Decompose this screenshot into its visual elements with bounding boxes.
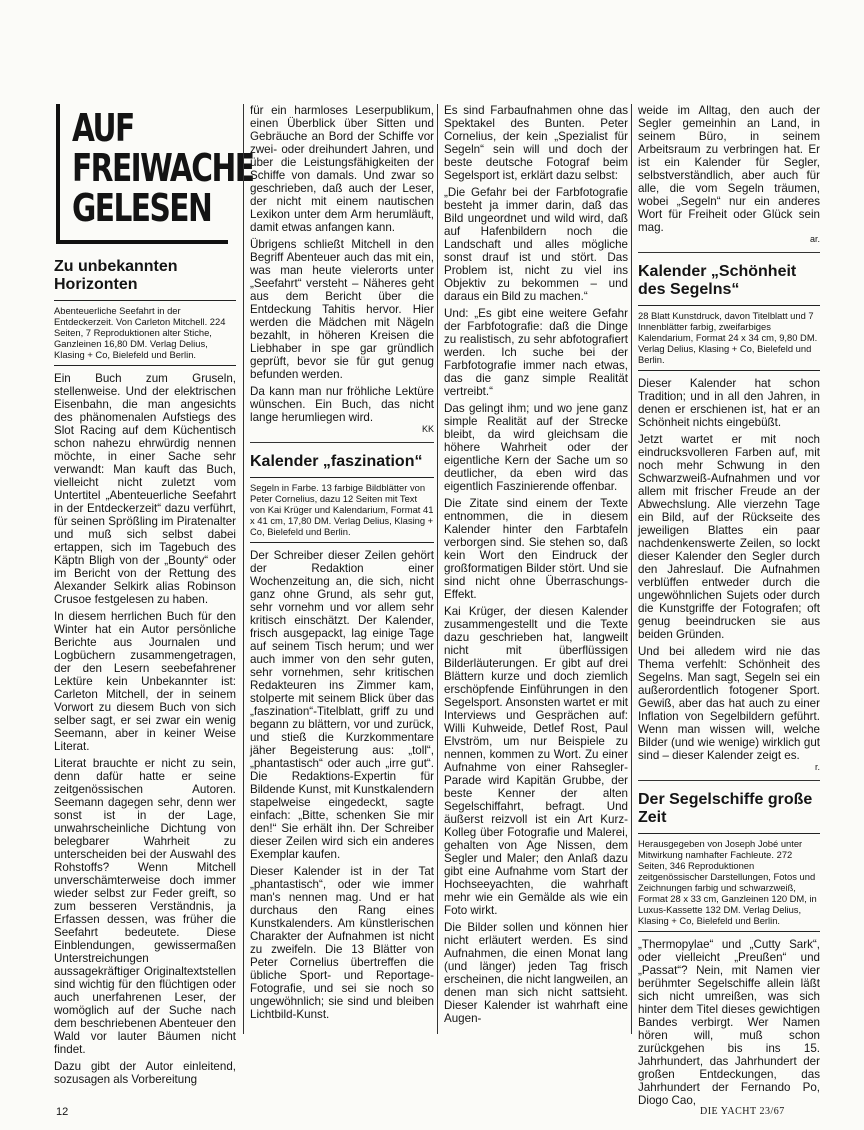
article-title: Kalender „faszination“ — [250, 453, 423, 470]
article-title: Der Segelschiffe große Zeit — [638, 791, 813, 826]
column-1 — [54, 258, 236, 1090]
column-divider — [437, 104, 438, 1034]
column-4 — [638, 104, 820, 1111]
author-signature: KK — [421, 424, 434, 434]
masthead-line: AUF — [72, 106, 134, 150]
paragraph: Ein Buch zum Gruseln, stellenweise. Und der elektrischen Eisenbahn, die man angesichts des phänomenalen Aufstiegs des Slot Racing auf dem Küchentisch schon nahezu ehrwürdig nennen möchte, in einer Sache sehr verwandt: Man kauft das Buch, vielleicht nicht zuletzt vom Untertitel „Abenteuerliche Seefahrt in der Entdeckerzeit“ dazu verführt, für seinen Sprößling im Piratenalter und muß sich selbst dabei ertappen, sich im Tagebuch des Käptn Bligh von der „Bounty“ oder im Bericht von der Rettung des Alexander Selkirk alias Robinson Crusoe festgelesen zu haben. — [54, 372, 236, 606]
paragraph: Dieser Kalender ist in der Tat „phantastisch“, oder wie immer man's nennen mag. Und er hat durchaus den Rang eines Kunstkalenders. Am künstlerischen Charakter der Aufnahmen ist nicht zu zweifeln. Die 13 Blätter von Peter Cornelius übertreffen die übliche Sport- und Reportage-Fotografie, und sei sie noch so ungewöhnlich; sie sind und bleiben Lichtbild-Kunst. — [250, 865, 434, 1021]
book-info: Abenteuerliche Seefahrt in der Entdeckerzeit. Von Carleton Mitchell. 224 Seiten, 7 Reproduktionen alter Stiche, Ganzleinen 16,80 DM. Verlag Delius, Klasing + Co, Bielefeld und Berlin. — [54, 300, 236, 366]
product-info: Segeln in Farbe. 13 farbige Bildblätter von Peter Cornelius, dazu 12 Seiten mit Text von Kai Krüger und Kalendarium, Format 41 x 41 cm, 17,80 DM. Verlag Delius, Klasing + Co, Bielefeld und Berlin. — [250, 477, 434, 543]
paragraph: „Thermopylae“ und „Cutty Sark“, oder vielleicht „Preußen“ und „Passat“? Nein, mit Namen vier berühmter Segelschiffe allein läßt sich nicht umreißen, was sich hinter dem Titel dieses gewichtigen Bandes verbirgt. Wer Namen hören will, muß schon zurückgehen bis ins 15. Jahrhundert, das Jahrhundert der großen Entdeckungen, das Jahrhundert der Fernando Po, Diogo Cao, — [638, 938, 820, 1107]
column-divider — [631, 104, 632, 1034]
author-signature: ar. — [809, 234, 820, 244]
section-divider — [638, 780, 820, 781]
column-divider — [243, 104, 244, 1034]
article-title: Zu unbekannten Horizonten — [54, 258, 178, 293]
page-number: 12 — [56, 1106, 69, 1118]
paragraph: Es sind Farbaufnahmen ohne das Spektakel des Bunten. Peter Cornelius, der kein „Spezialist für Segeln“ sein will und doch der beste deutsche Fotograf beim Segelsport ist, erklärt dazu selbst: — [444, 104, 628, 182]
paragraph: Die Bilder sollen und können hier nicht erläutert werden. Es sind Aufnahmen, die einen Monat lang (und länger) jeden Tag frisch erscheinen, die nicht langweilen, an denen man sich nicht sattsieht. Dieser Kalender ist wahrhaft eine Augen- — [444, 921, 628, 1025]
paragraph: In diesem herrlichen Buch für den Winter hat ein Autor persönliche Berichte aus Journalen und Logbüchern zusammengetragen, der den Lesern seebefahrener Lektüre kein Unbekannter ist: Carleton Mitchell, der in seinem Vorwort zu diesem Buch von sich selber sagt, er sei zwar ein wenig Seemann, aber in keiner Weise Literat. — [54, 610, 236, 753]
paragraph: Und: „Es gibt eine weitere Gefahr der Farbfotografie: daß die Dinge zu realistisch, zu sehr abfotografiert werden. Ich suche bei der Farbfotografie immer nach etwas, das die ganz simple Realität vertreibt.“ — [444, 307, 628, 398]
paragraph: Übrigens schließt Mitchell in den Begriff Abenteuer auch das mit ein, was man heute vielerorts unter „Seefahrt“ versteht – Näheres geht aus dem Bericht über die Entdeckung Tahitis hervor. Hier werden die Mädchen mit Nägeln bezahlt, in höheren Kreisen die Liebhaber in spe gar gründlich geprüft, bevor sie für gut genug befunden werden. — [250, 238, 434, 381]
paragraph: für ein harmloses Leserpublikum, einen Überblick über Sitten und Gebräuche an Bord der Schiffe vor zwei- oder dreihundert Jahren, und über die Leistungsfähigkeiten der Schiffe von damals. Und zwar so geschrieben, daß auch der Leser, der nicht mit einem nautischen Lexikon unter dem Arm herumläuft, damit etwas anfangen kann. — [250, 104, 434, 234]
paragraph: Die Zitate sind einem der Texte entnommen, die in diesem Kalender hinter den Farbtafeln verborgen sind. Sie stehen so, daß kein Wort den Eindruck der großformatigen Bilder stört. Und sie sind nicht ohne Überraschungs-Effekt. — [444, 497, 628, 601]
column-masthead — [56, 104, 254, 244]
product-info: 28 Blatt Kunstdruck, davon Titelblatt und 7 Innenblätter farbig, zweifarbiges Kalendarium, Format 24 x 34 cm, 9,80 DM. Verlag Delius, Klasing + Co, Bielefeld und Berlin. — [638, 305, 820, 371]
paragraph: Der Schreiber dieser Zeilen gehört der Redaktion einer Wochenzeitung an, die sich, nicht ganz ohne Grund, als sehr gut, sehr vornehm und vor allem sehr kritisch einschätzt. Der Kalender, frisch ausgepackt, lag einige Tage auf seinem Tisch herum; und wer auch immer von den sehr guten, sehr vornehmen, sehr kritischen Redakteuren ins Zimmer kam, stolperte mit seinem Blick über das „faszination“-Titelblatt, griff zu und begann zu blättern, vor und zurück, und stieß die Kurzkommentare jäher Begeisterung aus: „toll“, „phantastisch“ oder auch „irre gut“. Die Redaktions-Expertin für Bildende Kunst, mit Kunstkalendern stapelweise eingedeckt, sagte einfach: „Bitte, schenken Sie mir den!“ Sie erhält ihn. Der Schreiber dieser Zeilen wird sich ein anderes Exemplar kaufen. — [250, 549, 434, 861]
section-divider — [638, 252, 820, 253]
paragraph: Literat brauchte er nicht zu sein, denn dafür hatte er seine zeitgenössischen Autoren. Seemann dagegen sehr, denn wer sonst ist in der Lage, unwahrscheinliche Dichtung von belegbarer Wahrheit zu unterscheiden bei der Auswahl des Rohstoffs? Wenn Mitchell unverschämterweise doch immer wieder selbst zur Feder greift, so zum besseren Verständnis, ja Erfassen dessen, was früher die Seefahrt bedeutete. Diese Einblendungen, gewissermaßen Unterstreichungen aussagekräftiger Originaltextstellen sind wichtig für den flüchtigen oder auch unerfahrenen Leser, der womöglich auf der Suche nach dem beschriebenen Abenteuer den Wald vor lauter Bäumen nicht findet. — [54, 757, 236, 1056]
paragraph: Kai Krüger, der diesen Kalender zusammengestellt und die Texte dazu geschrieben hat, langweilt nicht mit überflüssigen Bilderläuterungen. Er gibt auf drei Blättern kurze und doch ziemlich erschöpfende Einführungen in den Segelsport. Ansonsten wartet er mit Interviews und Gesprächen auf: Willi Kuhweide, Detlef Rost, Paul Elvström, um nur Beispiele zu nennen, kommen zu Wort. Zu einer Aufnahme von einer Rahsegler-Parade wird Kapitän Grubbe, der beste Kenner der alten Segelschiffahrt, befragt. Und äußerst reizvoll ist ein Art Kurz-Kolleg über Fotografie und Malerei, gehalten von Age Nissen, dem Segler und Maler; den Anlaß dazu gibt eine Aufnahme vom Start der Hochseeyachten, die wahrhaft mehr wie ein Gemälde als wie ein Foto wirkt. — [444, 605, 628, 917]
paragraph: Dazu gibt der Autor einleitend, sozusagen als Vorbereitung — [54, 1060, 236, 1086]
paragraph: Dieser Kalender hat schon Tradition; und in all den Jahren, in denen er erschienen ist, hat er an Schönheit nichts eingebüßt. — [638, 377, 820, 429]
masthead-line: GELESEN — [72, 186, 212, 230]
paragraph: Das gelingt ihm; und wo jene ganz simple Realität auf der Strecke bleibt, da wird gleichsam die höhere Wahrheit oder der eigentliche Kern der Sache um so deutlicher, da eben wird das eigentlich Faszinierende offenbar. — [444, 402, 628, 493]
section-divider — [250, 442, 434, 443]
paragraph: „Die Gefahr bei der Farbfotografie besteht ja immer darin, daß das Bild ungeordnet und wild wird, daß auf Hafenbildern noch die Landschaft und alles mögliche sonst drauf ist und stört. Das Problem ist, nicht zu viel ins Objektiv zu bekommen – und daraus ein Bild zu machen.“ — [444, 186, 628, 303]
article-title: Kalender „Schönheit des Segelns“ — [638, 263, 797, 298]
masthead-line: FREIWACHE — [72, 146, 254, 190]
book-info: Herausgegeben von Joseph Jobé unter Mitwirkung namhafter Fachleute. 272 Seiten, 346 Reproduktionen zeitgenössischer Darstellungen, Fotos und Zeichnungen farbig und schwarzweiß, Format 28 x 33 cm, Ganzleinen 120 DM, in Luxus-Kassette 132 DM. Verlag Delius, Klasing + Co, Bielefeld und Berlin. — [638, 833, 820, 932]
column-3 — [444, 104, 628, 1029]
column-2 — [250, 104, 434, 1025]
paragraph: Da kann man nur fröhliche Lektüre wünschen. Ein Buch, das nicht lange herumliegen wird. — [250, 385, 434, 424]
magazine-issue: DIE YACHT 23/67 — [700, 1106, 785, 1117]
paragraph: Jetzt wartet er mit noch eindrucksvolleren Farben auf, mit noch mehr Schwung in den Schwarzweiß-Aufnahmen und vor allem mit frischer Freude an der Abwechslung. Alle vierzehn Tage ein Bild, auf der Rückseite des jeweiligen Blattes ein paar nachdenkenswerte Zeilen, so lockt dieser Kalender den Segler durch den Jahreslauf. Die Aufnahmen verblüffen entweder durch die ungewöhnlichen Sujets oder durch die Kunstgriffe der Fotografen; oft genug beeindrucken sie aus beiden Gründen. — [638, 433, 820, 641]
paragraph: Und bei alledem wird nie das Thema verfehlt: Schönheit des Segelns. Man sagt, Segeln sei ein außerordentlich fotogener Sport. Gewiß, aber das hat auch zu einer Inflation von Segelbildern geführt. Wenn man wissen will, welche Bilder (und wie wenige) wirklich gut sind – dieser Kalender zeigt es. — [638, 645, 820, 762]
author-signature: r. — [814, 762, 820, 772]
paragraph: weide im Alltag, den auch der Segler gemeinhin an Land, in seinem Büro, in seinem Arbeitsraum zu verbringen hat. Er ist ein Kalender für Segler, selbstverständlich, aber auch für alle, die vom Segeln träumen, wobei „Segeln“ nur ein anderes Wort für Freiheit oder Glück sein mag. — [638, 104, 820, 234]
